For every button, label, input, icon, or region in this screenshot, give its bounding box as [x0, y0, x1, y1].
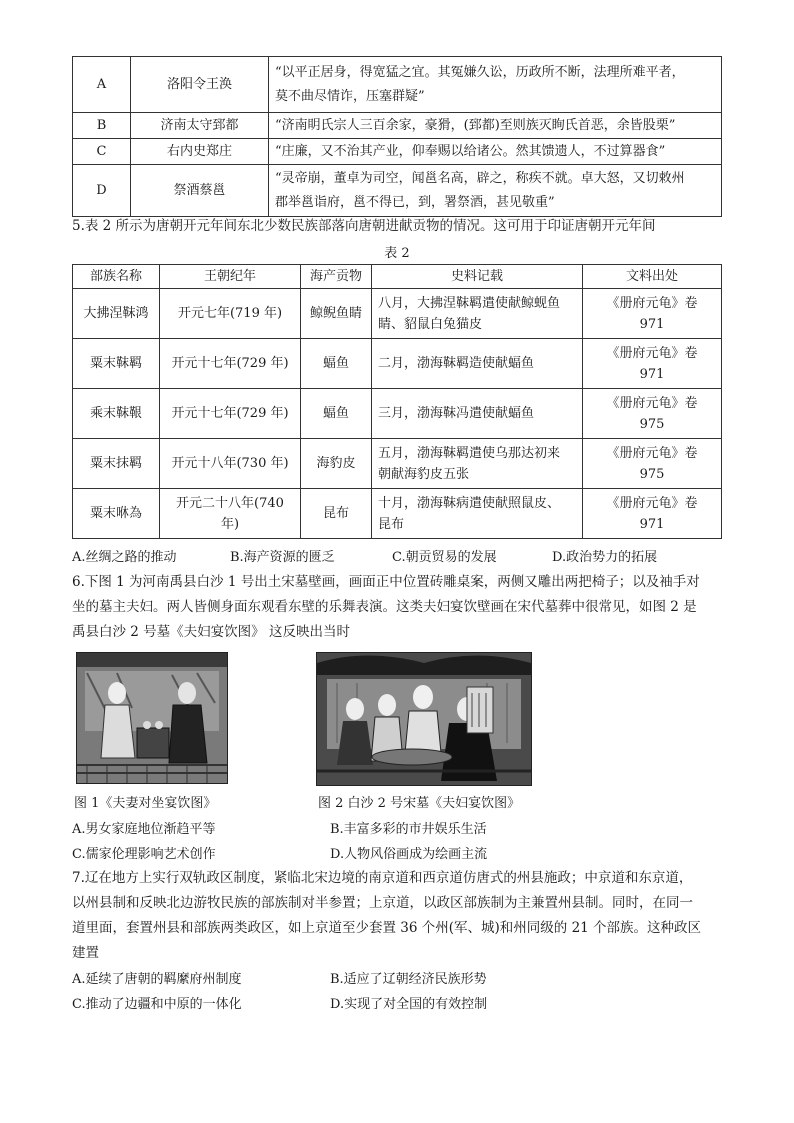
source-cell [583, 439, 722, 489]
table-header-row [73, 265, 722, 289]
record-line: 二月，渤海靺羁造使献蝠鱼 [378, 356, 535, 371]
tribute-cell: 鲸鲵鱼睛 [301, 289, 372, 339]
option-letter: D [73, 165, 131, 217]
table-row [73, 57, 722, 113]
era-cell: 开元七年(719 年) [160, 289, 301, 339]
table-row [73, 439, 722, 489]
column-header: 文料出处 [583, 265, 722, 289]
quote-cell [269, 113, 722, 139]
source-cell [583, 289, 722, 339]
quote-cell [269, 139, 722, 165]
source-cell [583, 339, 722, 389]
q7-stem-line: 道里面，套置州县和部族两类政区，如上京道至少套置 36 个州(军、城)和州同级的 21 个部族。这种政区 [72, 920, 702, 936]
quote-line: 郡举邕诣府，邕不得已，到，署祭酒，甚见敬重” [275, 194, 555, 210]
quote-line: “以平正居身，得宽猛之宜。其冤嫌久讼，历政所不断，法理所难平者， [275, 64, 685, 80]
option-letter: B [73, 113, 131, 139]
column-header: 史料记载 [372, 265, 583, 289]
figure-1-caption: 图 1《夫妻对坐宴饮图》 [74, 796, 217, 811]
record-cell [372, 489, 583, 539]
mural-illustration [77, 653, 227, 783]
record-line: 三月，渤海靺冯遣使献蝠鱼 [378, 406, 535, 421]
source-cell [583, 389, 722, 439]
record-line: 睛、貂鼠白兔猫皮 [378, 316, 483, 332]
table-row [73, 139, 722, 165]
source-line: 《册府元龟》卷 [606, 395, 698, 411]
tribute-table [72, 264, 722, 539]
quote-cell [269, 57, 722, 113]
option-c: C.朝贡贸易的发展 [392, 550, 497, 565]
option-a: A.男女家庭地位渐趋平等 [72, 822, 216, 837]
options-table [72, 56, 722, 217]
record-cell [372, 339, 583, 389]
q5-stem: 5.表 2 所示为唐朝开元年间东北少数民族部落向唐朝进献贡物的情况。这可用于印证唐朝开元年间 [72, 218, 656, 234]
figure-2-caption: 图 2 白沙 2 号宋墓《夫妇宴饮图》 [318, 796, 521, 811]
quote-line: “济南眀氏宗人三百余家，豪猾，(郅都)至则族灭眴氏首恶，余皆股栗” [275, 117, 676, 133]
tribute-cell: 蝠鱼 [301, 389, 372, 439]
option-letter: C [73, 139, 131, 165]
source-line: 《册府元龟》卷 [606, 295, 698, 311]
table-row [73, 489, 722, 539]
q7-stem-line: 7.辽在地方上实行双轨政区制度，紧临北宋边境的南京道和西京道仿唐式的州县施政；中京道和东京道， [72, 870, 693, 886]
column-header: 王朝纪年 [160, 265, 301, 289]
tribe-cell: 大拂涅靺鸿 [73, 289, 160, 339]
option-d: D.人物风俗画成为绘画主流 [330, 847, 488, 862]
source-line: 975 [639, 466, 665, 482]
option-letter: A [73, 57, 131, 113]
option-b: B.海产资源的匮乏 [230, 550, 335, 565]
record-cell [372, 439, 583, 489]
q6-stem-line: 坐的墓主夫妇。两人皆侧身面东观看东壁的乐舞表演。这类夫妇宴饮壁画在宋代墓葬中很常见，如图 2 是 [72, 599, 697, 615]
record-line: 五月，渤海靺羁遣使乌那达初来 [378, 445, 561, 461]
table-row [73, 113, 722, 139]
source-cell [583, 489, 722, 539]
official-name: 右内史郑庄 [131, 139, 269, 165]
tribe-cell: 粟末咻為 [73, 489, 160, 539]
source-line: 《册府元龟》卷 [606, 495, 698, 511]
mural-figure-1 [76, 652, 228, 784]
record-line: 昆布 [378, 516, 405, 532]
source-line: 《册府元龟》卷 [606, 345, 698, 361]
q6-stem-line: 禹县白沙 2 号墓《夫妇宴饮图》 这反映出当时 [72, 624, 350, 640]
source-line: 975 [639, 416, 665, 432]
record-cell [372, 289, 583, 339]
mural-illustration [317, 653, 531, 785]
option-a: A.丝绸之路的推动 [72, 550, 177, 565]
tribute-cell: 蝠鱼 [301, 339, 372, 389]
option-c: C.儒家伦理影响艺术创作 [72, 847, 216, 862]
column-header: 海产贡物 [301, 265, 372, 289]
column-header: 部族名称 [73, 265, 160, 289]
option-c: C.推动了边疆和中原的一体化 [72, 997, 242, 1012]
quote-line: 莫不曲尽情诈，压塞群疑” [275, 88, 425, 104]
source-line: 971 [639, 316, 665, 332]
tribute-cell: 海豹皮 [301, 439, 372, 489]
tribe-cell: 粟末抹羁 [73, 439, 160, 489]
tribe-cell: 粟末靺羁 [73, 339, 160, 389]
era-line: 开元二十八年(740 [176, 495, 284, 511]
record-line: 十月，渤海靺病遣使献照鼠皮、 [378, 495, 561, 511]
era-line: 年) [220, 516, 240, 532]
option-a: A.延续了唐朝的羁縻府州制度 [72, 972, 242, 987]
record-line: 八月，大拂涅靺羁遣使献鲸蚬鱼 [378, 295, 561, 311]
era-cell: 开元十八年(730 年) [160, 439, 301, 489]
option-d: D.实现了对全国的有效控制 [330, 997, 488, 1012]
option-d: D.政治势力的拓展 [552, 550, 658, 565]
table-title: 表 2 [384, 246, 410, 261]
q7-stem-line: 以州县制和反映北边游牧民族的部族制对半参置；上京道，以政区部族制为主兼置州县制。同时，在同一 [72, 895, 693, 911]
era-cell: 开元十七年(729 年) [160, 389, 301, 439]
mural-figure-2 [316, 652, 532, 786]
option-b: B.适应了辽朝经济民族形势 [330, 972, 487, 987]
quote-cell [269, 165, 722, 217]
option-b: B.丰富多彩的市井娱乐生活 [330, 822, 487, 837]
table-row [73, 289, 722, 339]
tribute-cell: 昆布 [301, 489, 372, 539]
source-line: 971 [639, 516, 665, 532]
quote-line: “庄廉，又不治其产业，仰奉赐以给诸公。然其馈遗人，不过算器食” [275, 143, 666, 159]
table-row [73, 389, 722, 439]
source-line: 971 [639, 366, 665, 382]
official-name: 洛阳令王涣 [131, 57, 269, 113]
q6-stem-line: 6.下图 1 为河南禹县白沙 1 号出土宋墓壁画，画面正中位置砖雕桌案，两侧又雕出两把椅子；以及袖手对 [72, 574, 700, 590]
source-line: 《册府元龟》卷 [606, 445, 698, 461]
table-row [73, 165, 722, 217]
quote-line: “灵帝崩，董卓为司空，闻邕名高，辟之，称疾不就。卓大怒，又切敕州 [275, 170, 685, 186]
q7-stem-line: 建置 [72, 945, 99, 961]
record-line: 朝献海豹皮五张 [378, 466, 470, 482]
table-row [73, 339, 722, 389]
era-cell [160, 489, 301, 539]
tribe-cell: 乘末靺鞎 [73, 389, 160, 439]
era-cell: 开元十七年(729 年) [160, 339, 301, 389]
record-cell [372, 389, 583, 439]
official-name: 济南太守郅都 [131, 113, 269, 139]
official-name: 祭酒蔡邕 [131, 165, 269, 217]
